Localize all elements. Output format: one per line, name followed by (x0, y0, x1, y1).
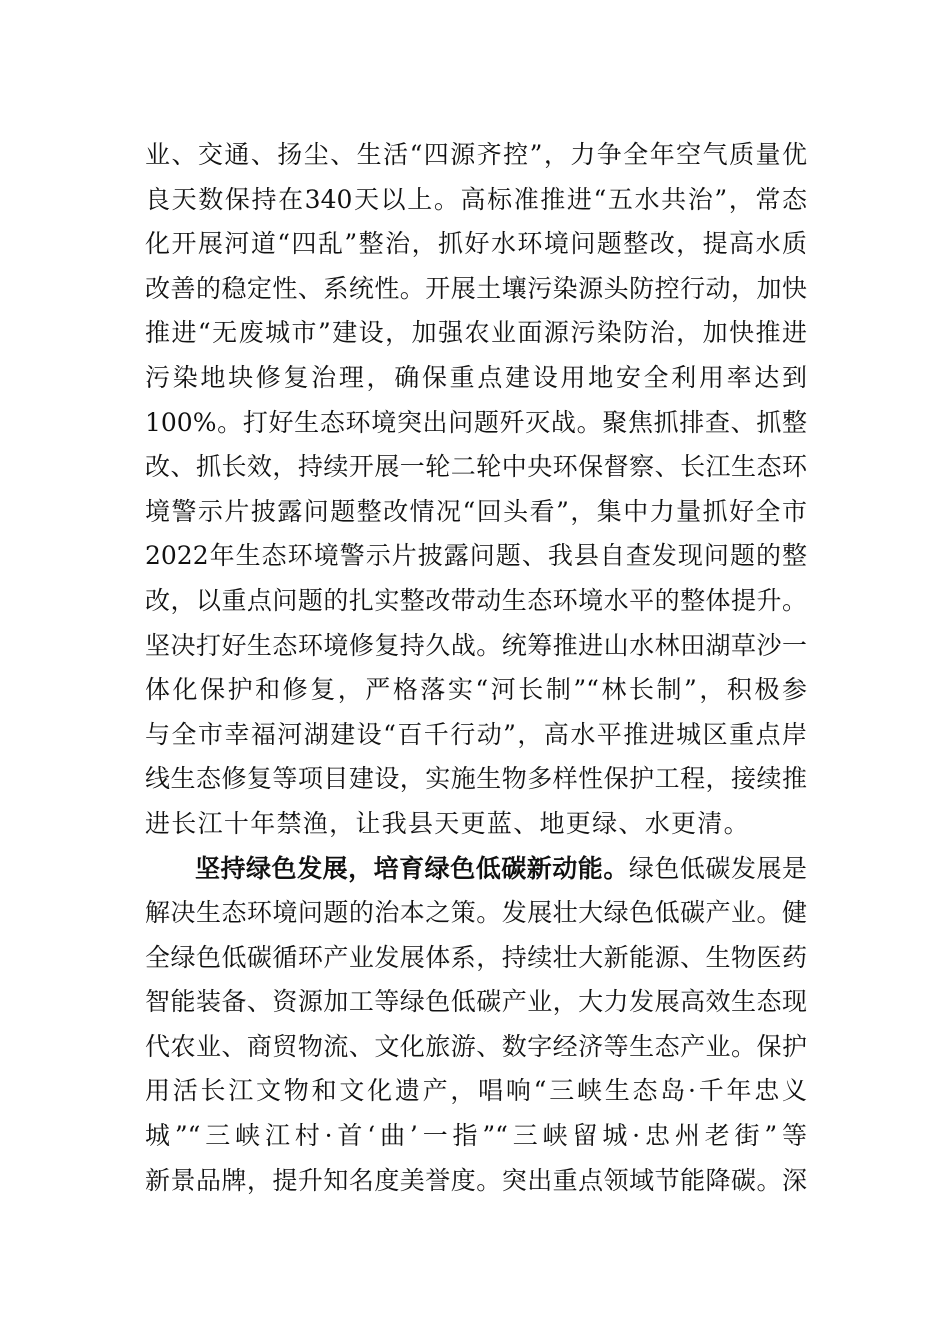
text-line: 体化保护和修复，严格落实“河长制”“林长制”，积极参 (145, 675, 807, 705)
text-line: 新景品牌，提升知名度美誉度。突出重点领域节能降碳。深 (145, 1165, 807, 1195)
text-run: 绿色低碳发展是 (628, 853, 807, 883)
text-line: 改善的稳定性、系统性。开展土壤污染源头防控行动，加快 (145, 273, 807, 303)
text-line (145, 847, 807, 892)
text-line: 进长江十年禁渔，让我县天更蓝、地更绿、水更清。 (145, 808, 750, 838)
text-line: 与全市幸福河湖建设“百千行动”，高水平推进城区重点岸 (145, 719, 807, 749)
text-line: 业、交通、扬尘、生活“四源齐控”，力争全年空气质量优 (145, 140, 807, 169)
text-line: 坚决打好生态环境修复持久战。统筹推进山水林田湖草沙一 (145, 630, 807, 660)
text-line: 推进“无废城市”建设，加强农业面源污染防治，加快推进 (145, 318, 807, 348)
text-line: 境警示片披露问题整改情况“回头看”，集中力量抓好全市 (145, 496, 807, 526)
text-line: 改、抓长效，持续开展一轮二轮中央环保督察、长江生态环 (145, 452, 807, 482)
text-line: 改，以重点问题的扎实整改带动生态环境水平的整体提升。 (145, 585, 807, 615)
text-line: 智能装备、资源加工等绿色低碳产业，大力发展高效生态现 (145, 987, 807, 1017)
paragraph-2 (145, 847, 807, 1204)
text-line: 线生态修复等项目建设，实施生物多样性保护工程，接续推 (145, 764, 807, 794)
text-line: 用活长江文物和文化遗产，唱响“三峡生态岛·千年忠义 (145, 1076, 807, 1106)
text-line: 良天数保持在340天以上。高标准推进“五水共治”，常态 (145, 184, 807, 214)
text-line: 化开展河道“四乱”整治，抓好水环境问题整改，提高水质 (145, 229, 807, 259)
text-line: 2022年生态环境警示片披露问题、我县自查发现问题的整 (145, 541, 807, 571)
text-line: 代农业、商贸物流、文化旅游、数字经济等生态产业。保护 (145, 1031, 807, 1061)
text-line: 全绿色低碳循环产业发展体系，持续壮大新能源、生物医药 (145, 942, 807, 972)
document-page (145, 133, 807, 1203)
text-line: 解决生态环境问题的治本之策。发展壮大绿色低碳产业。健 (145, 898, 807, 928)
text-line: 城”“三峡江村·首‘曲’一指”“三峡留城·忠州老街”等 (145, 1121, 807, 1151)
text-line: 污染地块修复治理，确保重点建设用地安全利用率达到 (145, 362, 807, 392)
text-line: 100%。打好生态环境突出问题歼灭战。聚焦抓排查、抓整 (145, 407, 807, 437)
section-heading: 坚持绿色发展，培育绿色低碳新动能。 (195, 853, 629, 883)
paragraph-1 (145, 133, 807, 847)
